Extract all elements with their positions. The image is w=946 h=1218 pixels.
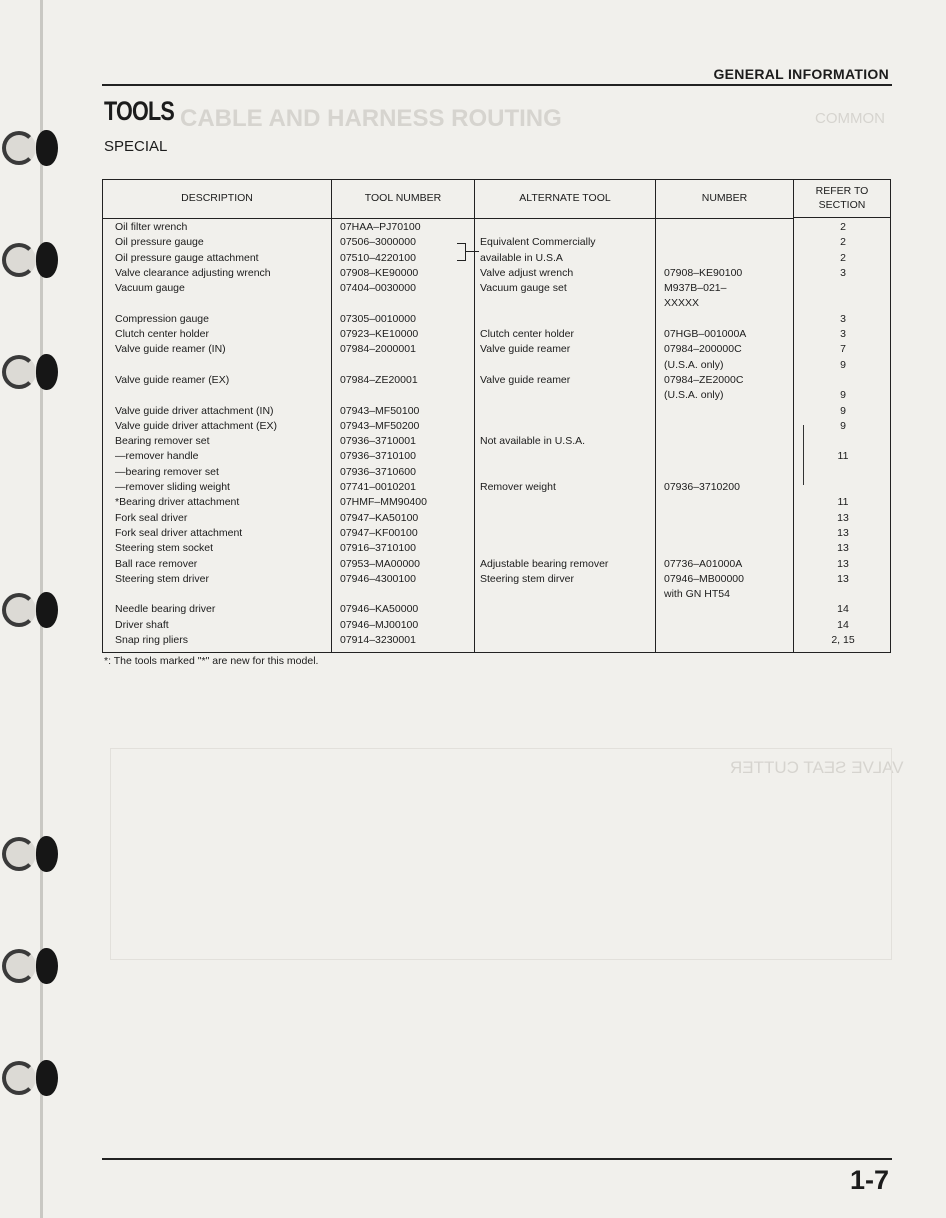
footnote: *: The tools marked "*" are new for this model.: [104, 655, 319, 667]
cell-number: [664, 419, 792, 434]
cell-tool-number: [340, 587, 472, 602]
cell-description: Vacuum gauge: [115, 282, 185, 295]
column-number: [664, 220, 792, 648]
cell-alternate-tool: Vacuum gauge set: [480, 282, 567, 295]
cell-section: 3: [840, 266, 846, 279]
cell-alternate-tool: Remover weight: [480, 481, 556, 494]
cell-number: 07736–A01000A: [664, 557, 743, 570]
bleed-common: COMMON: [815, 110, 885, 127]
header-alternate-tool: ALTERNATE TOOL: [475, 180, 655, 219]
cell-description: Compression gauge: [115, 312, 209, 325]
cell-description: Oil filter wrench: [115, 221, 188, 233]
cell-alternate-tool: Valve guide reamer: [480, 373, 571, 386]
equivalent-bracket: [457, 243, 466, 261]
binder-hole-1: [2, 128, 64, 168]
cell-number: 07936–3710200: [664, 481, 740, 494]
cell-number: 07HGB–001000A: [664, 328, 747, 341]
cell-section: 9: [840, 358, 846, 371]
cell-number: XXXXX: [664, 297, 700, 310]
cell-number: [664, 633, 792, 648]
cell-tool-number: [340, 296, 472, 311]
bleed-heading: CABLE AND HARNESS ROUTING: [180, 105, 562, 132]
cell-alternate-tool: Not available in U.S.A.: [480, 435, 586, 448]
cell-section: 11: [837, 496, 849, 509]
cell-alternate-tool: [480, 419, 652, 434]
binder-hole-5: [2, 834, 64, 874]
cell-number: [664, 541, 792, 556]
cell-alternate-tool: Adjustable bearing remover: [480, 557, 609, 570]
cell-number: [664, 220, 792, 235]
cell-section: [803, 480, 883, 495]
cell-number: [664, 465, 792, 480]
cell-tool-number: [340, 358, 472, 373]
cell-description: Fork seal driver: [115, 511, 188, 524]
cell-tool-number: 07908–KE90000: [340, 266, 419, 279]
cell-tool-number: 07936–3710100: [340, 450, 416, 463]
cell-description: *Bearing driver attachment: [115, 496, 240, 509]
cell-description: Needle bearing driver: [115, 603, 216, 616]
page-number: 1-7: [849, 1165, 889, 1195]
cell-section: 13: [837, 542, 849, 555]
cell-number: [664, 312, 792, 327]
cell-tool-number: 07HAA–PJ70100: [340, 221, 421, 233]
cell-tool-number: 07510–4220100: [340, 251, 416, 264]
cell-tool-number: 07914–3230001: [340, 634, 416, 647]
cell-number: [664, 449, 792, 464]
cell-alternate-tool: Clutch center holder: [480, 328, 574, 341]
cell-section: [803, 465, 883, 480]
cell-alternate-tool: available in U.S.A: [480, 251, 563, 264]
cell-section: 2: [840, 236, 846, 249]
cell-number: 07946–MB00000: [664, 572, 744, 585]
cell-description: Oil pressure gauge attachment: [115, 251, 259, 264]
cell-tool-number: 07741–0010201: [340, 481, 416, 494]
cell-number: [664, 495, 792, 510]
cell-tool-number: 07916–3710100: [340, 542, 416, 555]
cell-section: 7: [840, 343, 846, 356]
column-alternate-tool: [480, 220, 652, 648]
binder-hole-2: [2, 240, 64, 280]
column-divider: [793, 180, 794, 652]
column-description: [115, 220, 329, 648]
cell-section: [803, 281, 883, 296]
cell-tool-number: 07506–3000000: [340, 236, 416, 249]
cell-section: 9: [840, 389, 846, 402]
cell-description: Oil pressure gauge: [115, 236, 204, 249]
tools-table: [102, 179, 891, 653]
cell-description: Valve clearance adjusting wrench: [115, 266, 271, 279]
cell-description: Valve guide reamer (IN): [115, 343, 226, 356]
cell-alternate-tool: [480, 541, 652, 556]
cell-description: Clutch center holder: [115, 328, 209, 341]
cell-alternate-tool: Valve adjust wrench: [480, 266, 574, 279]
cell-tool-number: 07946–KA50000: [340, 603, 419, 616]
cell-section: 9: [840, 419, 846, 432]
cell-description: [115, 587, 329, 602]
cell-description: [115, 296, 329, 311]
column-tool-number: [340, 220, 472, 648]
cell-number: [664, 235, 792, 250]
header-number: NUMBER: [656, 180, 793, 219]
cell-tool-number: 07943–MF50200: [340, 419, 420, 432]
cell-section: 2, 15: [831, 634, 855, 647]
cell-alternate-tool: Equivalent Commercially: [480, 236, 596, 249]
cell-description: Valve guide reamer (EX): [115, 373, 230, 386]
cell-number: (U.S.A. only): [664, 389, 724, 402]
cell-number: [664, 404, 792, 419]
section-title: GENERAL INFORMATION: [713, 66, 889, 82]
cell-tool-number: 07984–ZE20001: [340, 373, 418, 386]
cell-number: [664, 526, 792, 541]
bleed-table-outline: [110, 748, 892, 960]
cell-section: [803, 373, 883, 388]
cell-section: 13: [837, 557, 849, 570]
cell-section: 13: [837, 511, 849, 524]
cell-description: [115, 358, 329, 373]
cell-number: M937B–021–: [664, 282, 727, 295]
cell-alternate-tool: Valve guide reamer: [480, 343, 571, 356]
cell-alternate-tool: [480, 220, 652, 235]
cell-tool-number: 07936–3710001: [340, 435, 416, 448]
cell-alternate-tool: [480, 465, 652, 480]
subtitle: SPECIAL: [104, 138, 168, 155]
cell-alternate-tool: [480, 404, 652, 419]
cell-number: 07984–ZE2000C: [664, 373, 744, 386]
cell-number: [664, 251, 792, 266]
cell-section: 14: [837, 603, 849, 616]
cell-description: Snap ring pliers: [115, 634, 188, 647]
cell-description: Steering stem socket: [115, 542, 214, 555]
cell-number: 07908–KE90100: [664, 266, 743, 279]
cell-alternate-tool: [480, 449, 652, 464]
top-rule: [102, 84, 892, 86]
binder-hole-6: [2, 946, 64, 986]
cell-tool-number: [340, 388, 472, 403]
column-section: [803, 220, 883, 648]
cell-alternate-tool: [480, 296, 652, 311]
cell-section: 13: [837, 572, 849, 585]
section-bracket: [803, 425, 810, 485]
cell-tool-number: 07946–4300100: [340, 572, 416, 585]
cell-section: 11: [837, 450, 849, 463]
cell-number: [664, 511, 792, 526]
cell-section: 2: [840, 221, 846, 233]
cell-description: Ball race remover: [115, 557, 198, 570]
cell-section: 3: [840, 328, 846, 341]
cell-tool-number: 07404–0030000: [340, 282, 416, 295]
cell-alternate-tool: [480, 526, 652, 541]
cell-number: [664, 602, 792, 617]
cell-number: (U.S.A. only): [664, 358, 724, 371]
cell-alternate-tool: Steering stem dirver: [480, 572, 574, 585]
cell-number: with GN HT54: [664, 588, 730, 601]
cell-tool-number: 07984–2000001: [340, 343, 416, 356]
cell-section: [803, 296, 883, 311]
cell-alternate-tool: [480, 495, 652, 510]
bleed-valve-seat-cutter: VALVE SEAT CUTTER: [730, 758, 904, 777]
cell-section: 2: [840, 251, 846, 264]
cell-section: 3: [840, 312, 846, 325]
binder-holes: [0, 0, 60, 1218]
column-divider: [655, 180, 656, 652]
page-title: TOOLS: [104, 96, 175, 126]
cell-description: Driver shaft: [115, 618, 169, 631]
cell-description: Bearing remover set: [115, 435, 210, 448]
cell-description: —remover handle: [115, 450, 199, 463]
cell-description: Fork seal driver attachment: [115, 526, 243, 539]
cell-alternate-tool: [480, 633, 652, 648]
cell-section: 13: [837, 526, 849, 539]
header-tool-number: TOOL NUMBER: [332, 180, 474, 219]
cell-number: [664, 618, 792, 633]
cell-alternate-tool: [480, 358, 652, 373]
cell-description: Steering stem driver: [115, 572, 209, 585]
cell-number: [664, 434, 792, 449]
cell-tool-number: 07947–KF00100: [340, 526, 418, 539]
cell-section: 14: [837, 618, 849, 631]
cell-tool-number: 07936–3710600: [340, 465, 416, 478]
cell-alternate-tool: [480, 602, 652, 617]
cell-alternate-tool: [480, 312, 652, 327]
cell-tool-number: 07953–MA00000: [340, 557, 420, 570]
cell-tool-number: 07923–KE10000: [340, 328, 419, 341]
cell-alternate-tool: [480, 388, 652, 403]
cell-tool-number: 07943–MF50100: [340, 404, 420, 417]
cell-alternate-tool: [480, 618, 652, 633]
cell-description: Valve guide driver attachment (EX): [115, 419, 278, 432]
cell-tool-number: 07947–KA50100: [340, 511, 419, 524]
binder-hole-3: [2, 352, 64, 392]
cell-alternate-tool: [480, 587, 652, 602]
binder-hole-4: [2, 590, 64, 630]
cell-section: [803, 587, 883, 602]
header-refer-to-section: REFER TO SECTION: [794, 180, 890, 218]
cell-tool-number: 07946–MJ00100: [340, 618, 419, 631]
equivalent-connector: [465, 251, 479, 252]
binder-hole-7: [2, 1058, 64, 1098]
cell-alternate-tool: [480, 511, 652, 526]
cell-tool-number: 07305–0010000: [340, 312, 416, 325]
cell-description: Valve guide driver attachment (IN): [115, 404, 274, 417]
cell-description: —bearing remover set: [115, 465, 219, 478]
cell-description: [115, 388, 329, 403]
bottom-rule: [102, 1158, 892, 1160]
column-divider: [331, 180, 332, 652]
cell-description: —remover sliding weight: [115, 481, 230, 494]
cell-number: 07984–200000C: [664, 343, 742, 356]
cell-section: 9: [840, 404, 846, 417]
cell-tool-number: 07HMF–MM90400: [340, 496, 427, 509]
cell-section: [803, 434, 883, 449]
header-description: DESCRIPTION: [103, 180, 331, 219]
